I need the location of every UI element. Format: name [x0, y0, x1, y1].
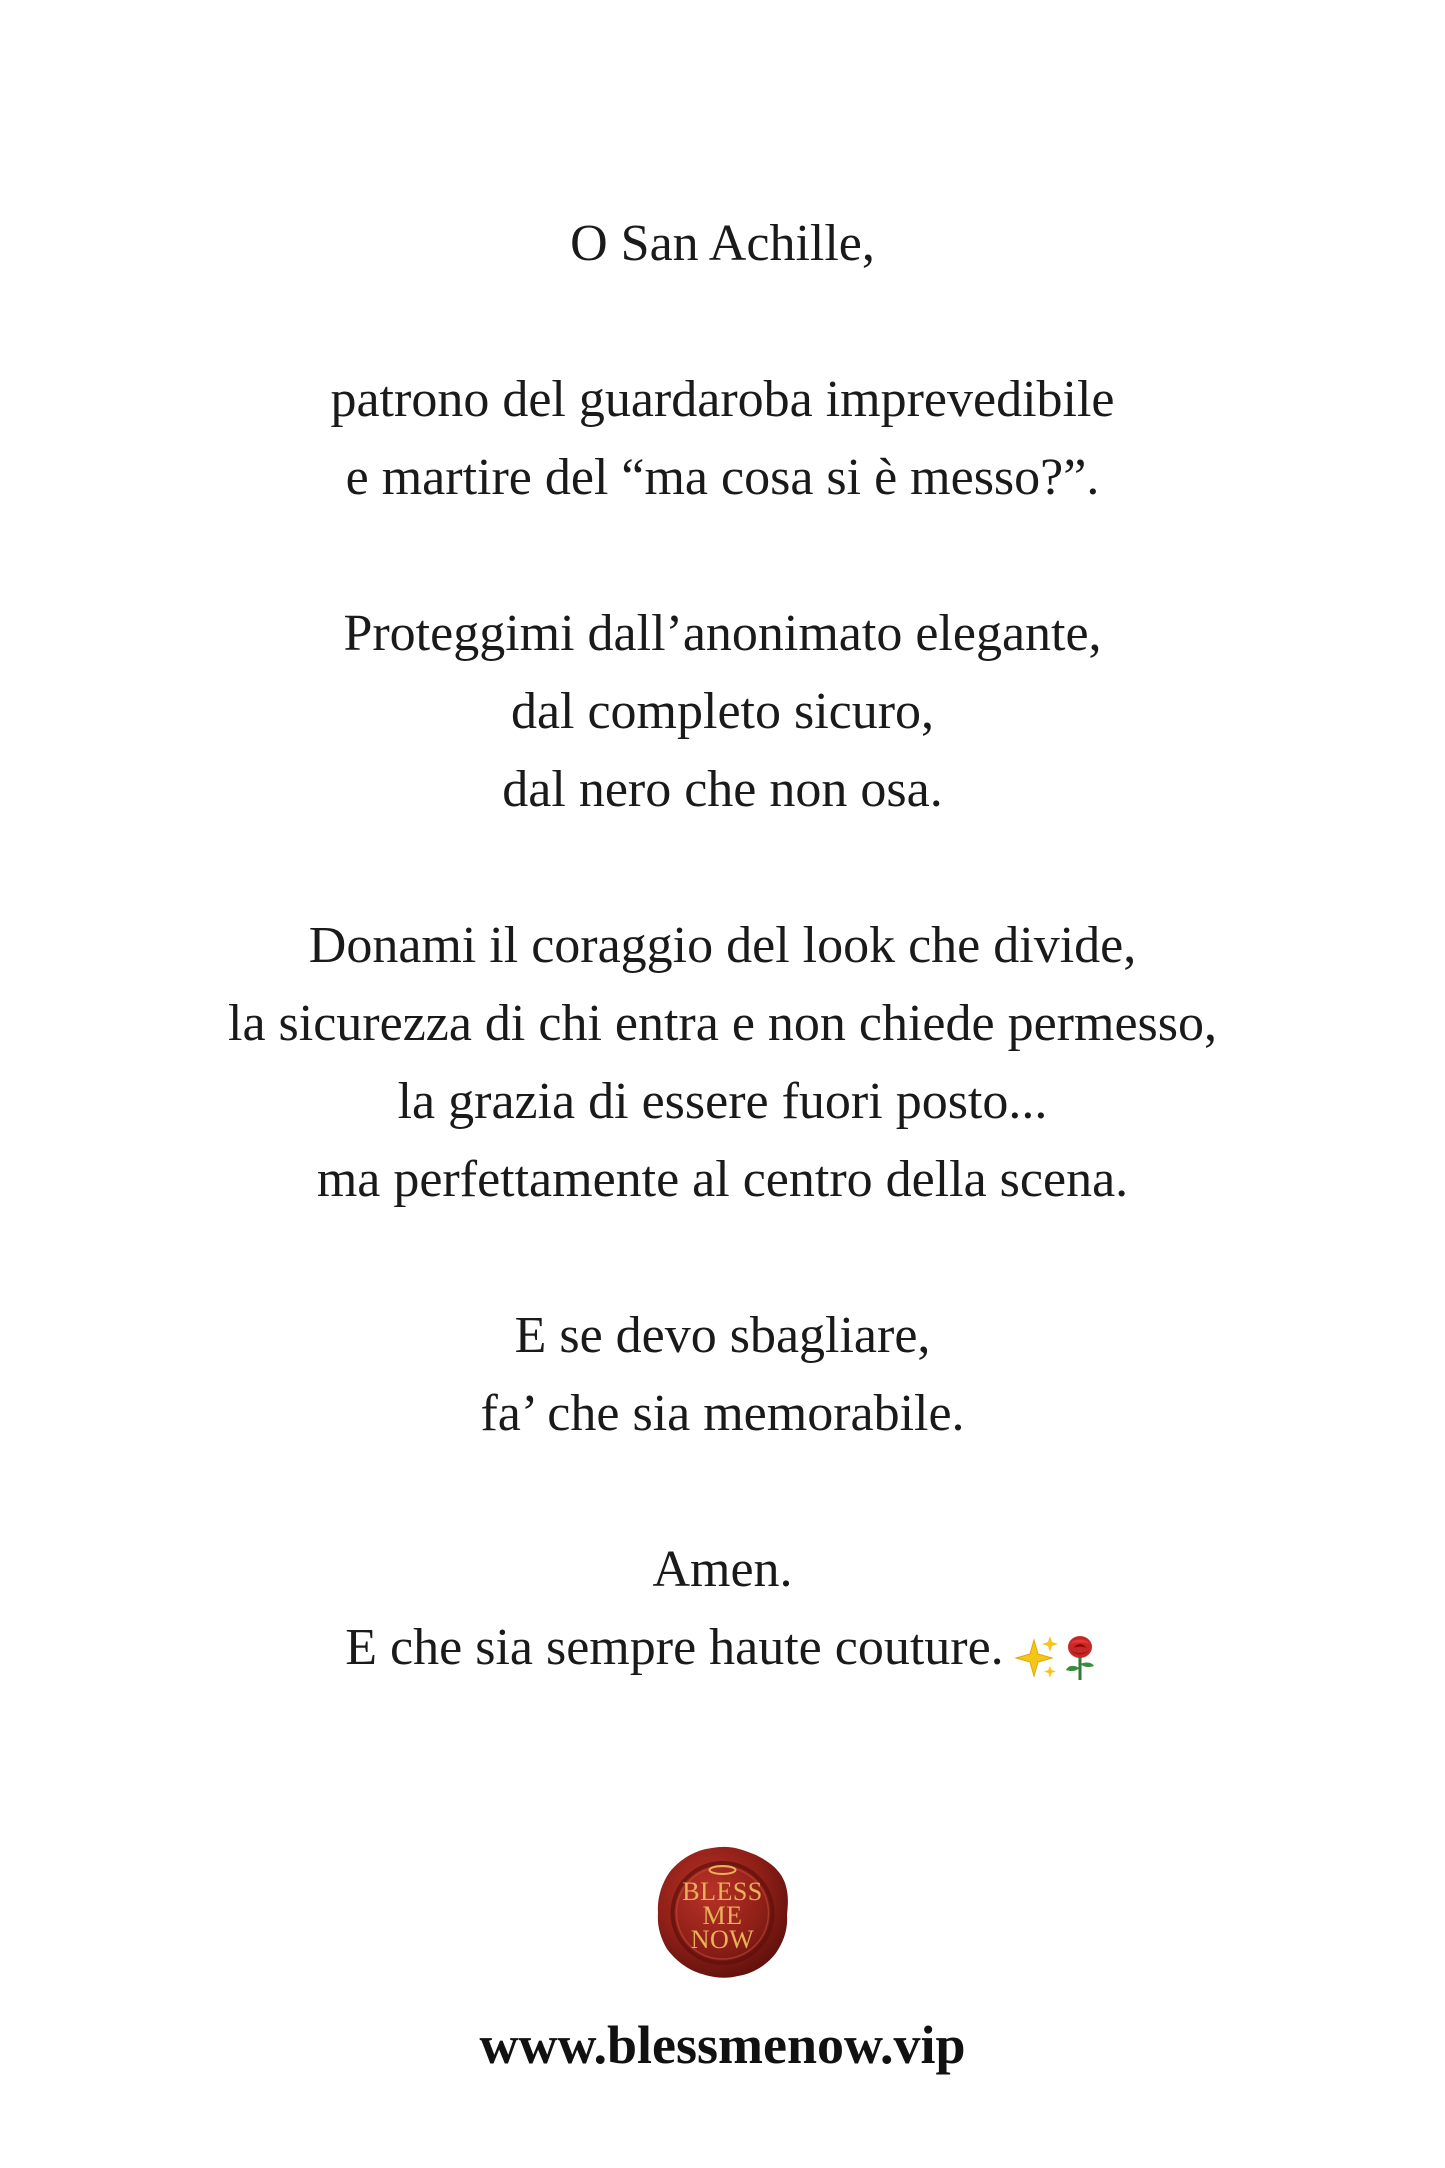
poem-line: patrono del guardaroba imprevedibile	[330, 371, 1115, 428]
stanza-patron	[0, 361, 1445, 517]
seal-line: NOW	[690, 1924, 755, 1954]
stanza-amen	[0, 1531, 1445, 1687]
poem-line: Amen.	[652, 1541, 793, 1598]
rose-icon	[1060, 1634, 1100, 1682]
website-link[interactable]: www.blessmenow.vip	[479, 2015, 966, 2075]
bless-me-now-seal	[654, 1843, 791, 1980]
poem-line: fa’ che sia memorabile.	[480, 1385, 965, 1442]
stanza-mistake	[0, 1297, 1445, 1453]
poem-line: Donami il coraggio del look che divide,	[308, 917, 1137, 974]
closing-text: E che sia sempre haute couture.	[345, 1619, 1004, 1676]
prayer-text	[0, 205, 1445, 1687]
sparkles-icon	[1012, 1634, 1060, 1682]
seal-text	[654, 1843, 791, 1980]
stanza-courage	[0, 907, 1445, 1219]
poem-line: ma perfettamente al centro della scena.	[316, 1151, 1129, 1208]
closing-emojis	[1012, 1615, 1100, 1693]
poem-line: la sicurezza di chi entra e non chiede permesso,	[228, 995, 1217, 1052]
seal-line: BLESS	[682, 1876, 763, 1906]
poem-line: e martire del “ma cosa si è messo?”.	[345, 449, 1100, 506]
stanza-salutation	[0, 205, 1445, 283]
poem-line: E se devo sbagliare,	[514, 1307, 931, 1364]
poem-line: dal nero che non osa.	[502, 761, 943, 818]
poem-line: dal completo sicuro,	[510, 683, 935, 740]
poem-line: la grazia di essere fuori posto...	[397, 1073, 1048, 1130]
stanza-protection	[0, 595, 1445, 829]
seal-line: ME	[702, 1900, 743, 1930]
poem-line: O San Achille,	[570, 215, 875, 272]
poem-line: Proteggimi dall’anonimato elegante,	[343, 605, 1102, 662]
poem-line-closing	[0, 1609, 1445, 1687]
